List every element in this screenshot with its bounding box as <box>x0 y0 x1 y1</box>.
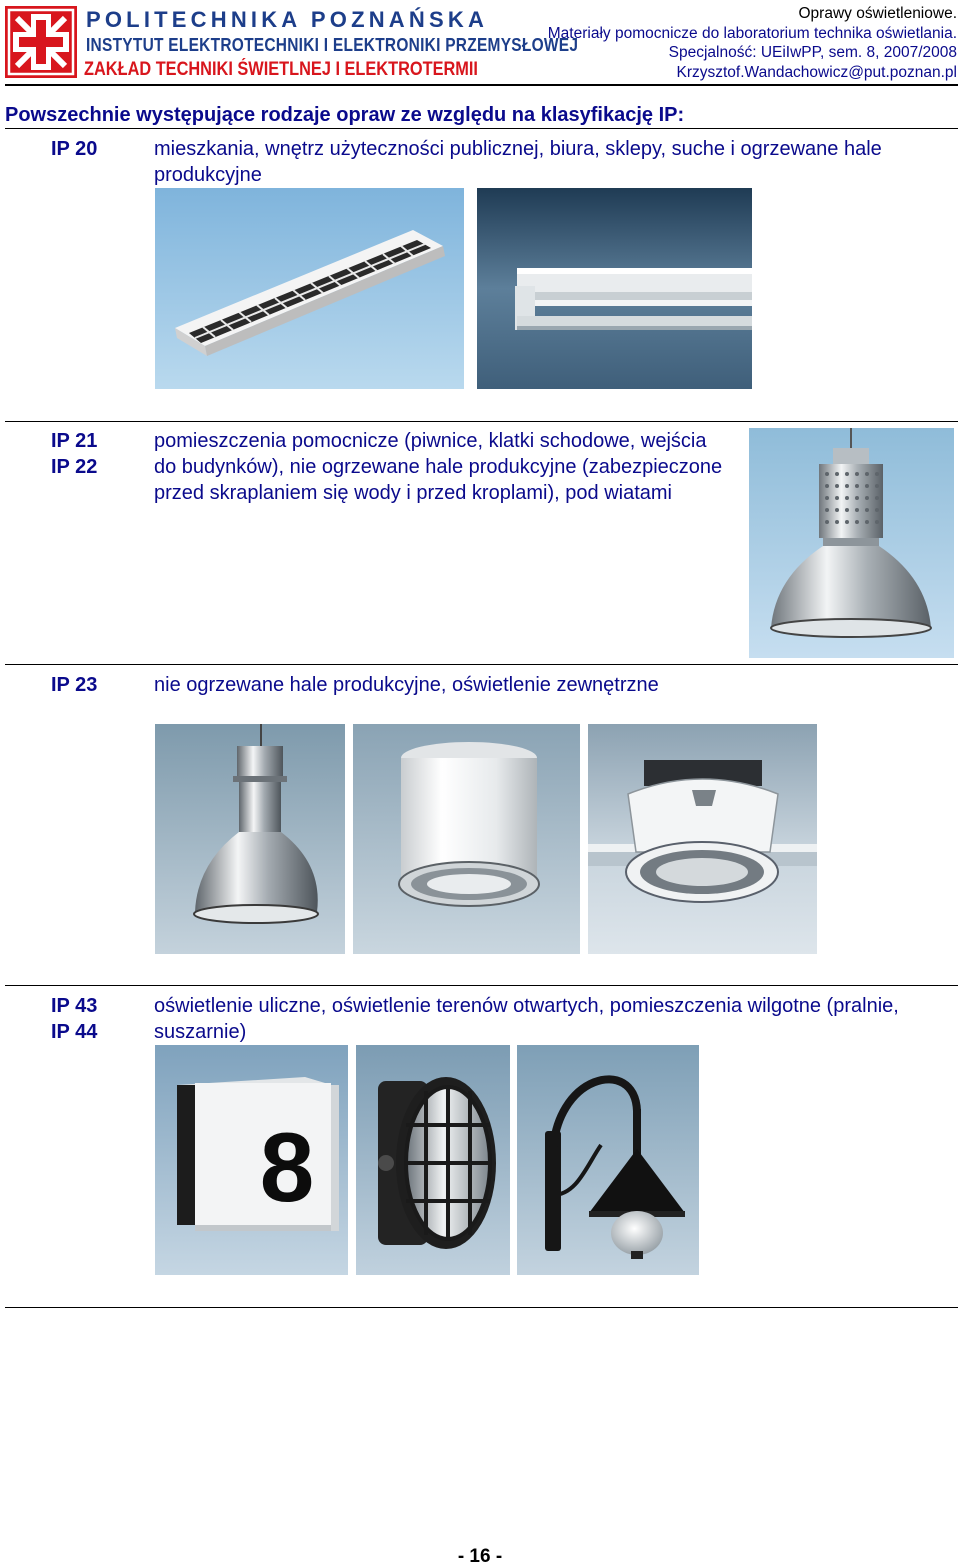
recessed-downlight-photo <box>588 724 817 954</box>
cylinder-downlight-photo <box>353 724 580 954</box>
logo-university-name: POLITECHNIKA POZNAŃSKA <box>86 7 489 32</box>
ip-code: IP 43 <box>51 995 98 1017</box>
ip-code: IP 22 <box>51 456 98 478</box>
ip-description: pomieszczenia pomocnicze (piwnice, klatki schodowe, wejścia do budynków), nie ogrzewane hale produkcyjne (zabezpieczone przed skraplaniem się wody i przed kroplami), pod wiatami <box>154 430 723 504</box>
university-logo <box>5 6 77 78</box>
row-divider <box>5 985 958 986</box>
header-info <box>548 4 957 82</box>
author-email[interactable]: Krzysztof.Wandachowicz@put.poznan.pl <box>676 63 957 81</box>
page-number: - 16 - <box>457 1546 503 1567</box>
bulkhead-luminaire-photo <box>356 1045 510 1275</box>
row-divider <box>5 1307 958 1308</box>
ip-code: IP 20 <box>51 138 98 160</box>
header-divider <box>5 84 958 86</box>
section-title: Powszechnie występujące rodzaje opraw ze względu na klasyfikację IP: <box>5 104 685 126</box>
pendant-reflector-luminaire-photo <box>155 724 345 954</box>
batten-fluorescent-luminaire-photo <box>477 188 752 389</box>
document-subtitle: Materiały pomocnicze do laboratorium technika oświetlania. <box>547 24 957 42</box>
ip-description: oświetlenie uliczne, oświetlenie terenów otwartych, pomieszczenia wilgotne (pralnie, suszarnie) <box>154 995 899 1043</box>
document-title: Oprawy oświetleniowe. <box>798 5 957 22</box>
logo-department-name: ZAKŁAD TECHNIKI ŚWIETLNEJ I ELEKTROTERMII <box>84 59 478 80</box>
house-number-digit: 8 <box>259 1112 315 1222</box>
logo-institute-name: INSTYTUT ELEKTROTECHNIKI I ELEKTRONIKI PRZEMYSŁOWEJ <box>86 35 579 55</box>
ip-code: IP 23 <box>51 674 98 696</box>
louvred-ceiling-luminaire-photo <box>155 188 464 389</box>
row-divider <box>5 421 958 422</box>
ip-code: IP 21 <box>51 430 98 452</box>
title-divider <box>5 128 958 129</box>
house-number-luminaire-photo <box>155 1045 348 1275</box>
row-divider <box>5 664 958 665</box>
wall-lantern-photo <box>517 1045 699 1275</box>
ip-description: nie ogrzewane hale produkcyjne, oświetlenie zewnętrzne <box>154 674 659 696</box>
specialty-info: Specjalność: UEiIwPP, sem. 8, 2007/2008 <box>668 44 957 61</box>
ip-description: mieszkania, wnętrz użyteczności publicznej, biura, sklepy, suche i ogrzewane hale produkcyjne <box>154 138 882 186</box>
ip-code: IP 44 <box>51 1021 98 1043</box>
high-bay-pendant-luminaire-photo <box>749 428 954 658</box>
